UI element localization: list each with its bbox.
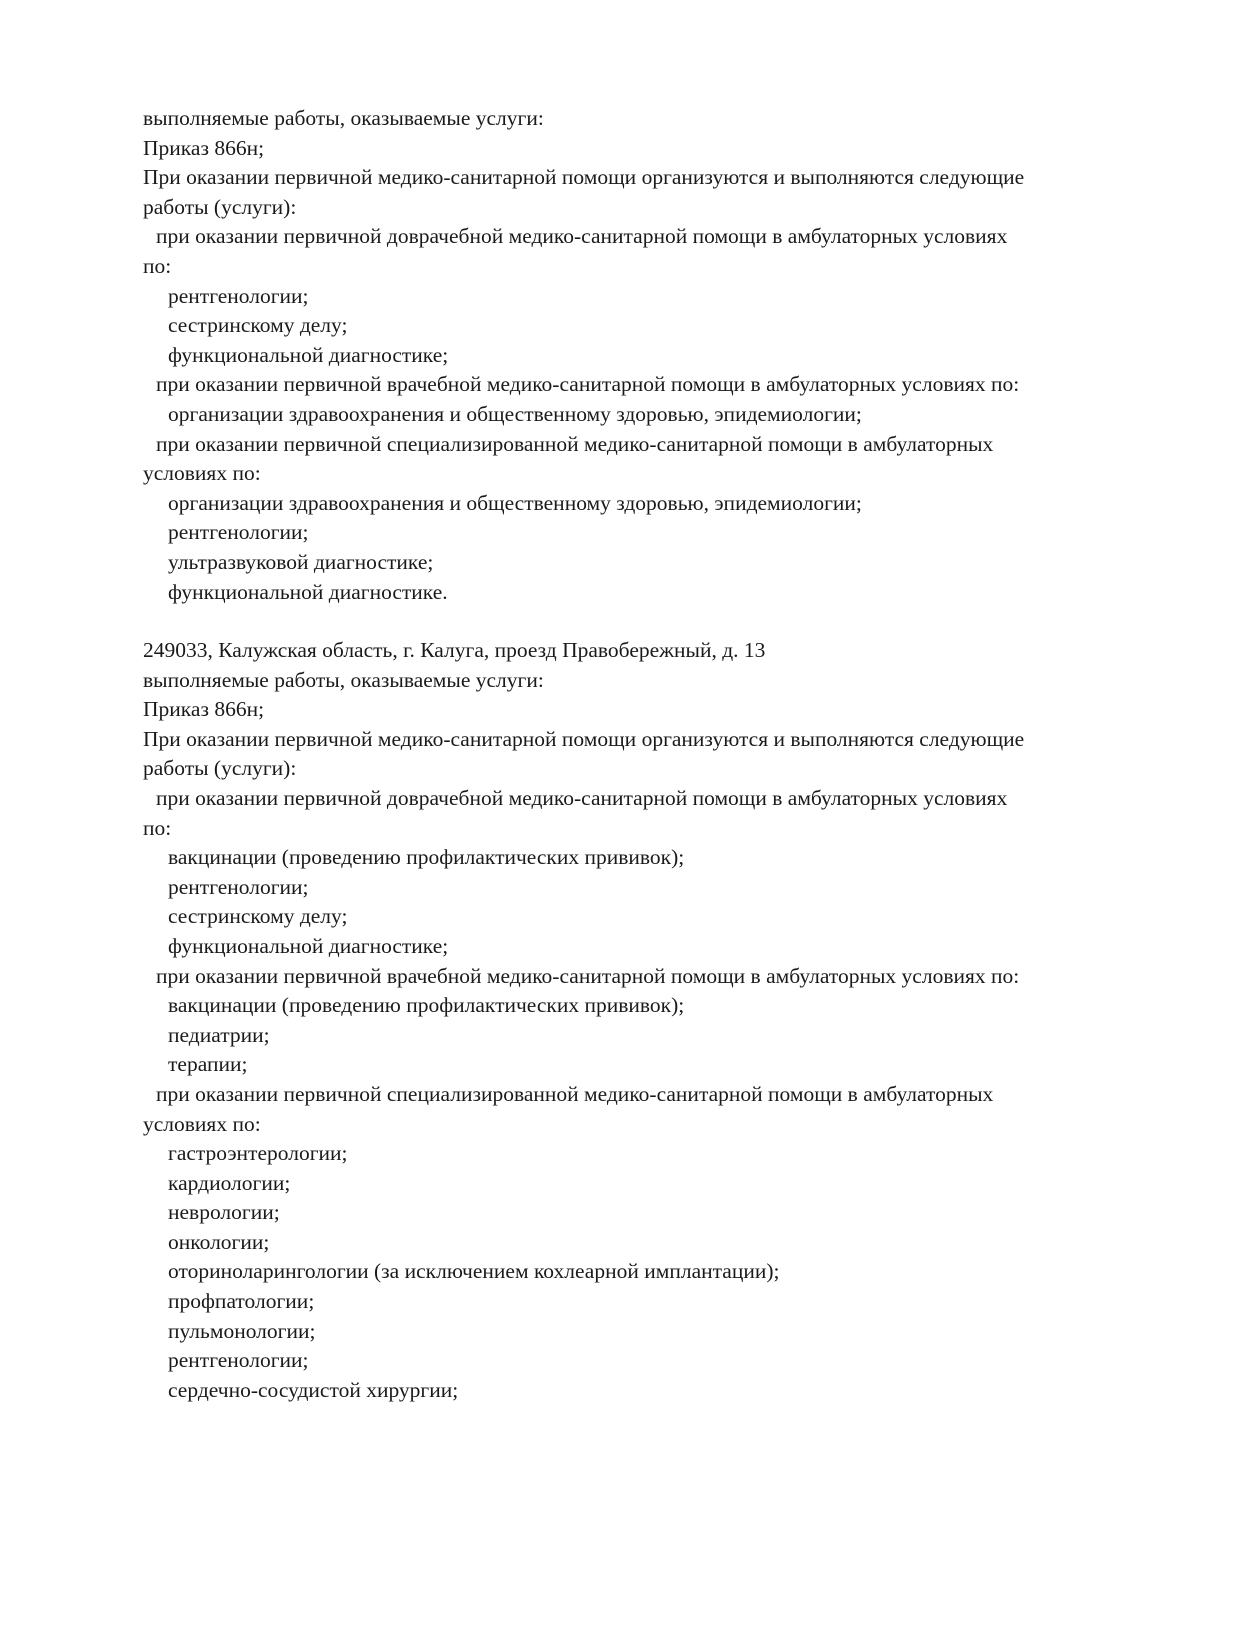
text-line: при оказании первичной доврачебной медико-санитарной помощи в амбулаторных условиях [156,224,1008,249]
text-line: при оказании первичной доврачебной медико-санитарной помощи в амбулаторных условиях [156,785,1008,810]
list-item: онкологии; [168,1229,270,1254]
text-line: работы (услуги): [143,756,297,781]
text-line: условиях по: [143,1111,261,1136]
section-1 [143,104,1143,607]
list-item: профпатологии; [168,1289,315,1314]
list-item: рентгенологии; [168,283,309,308]
list-item: терапии; [168,1052,248,1077]
list-item: неврологии; [168,1200,280,1225]
list-item: педиатрии; [168,1022,270,1047]
list-item: функциональной диагностике; [168,933,449,958]
text-line: Приказ 866н; [143,135,265,160]
text-line: при оказании первичной специализированной медико-санитарной помощи в амбулаторных [156,431,994,456]
list-item: рентгенологии; [168,520,309,545]
list-item: рентгенологии; [168,874,309,899]
text-line: выполняемые работы, оказываемые услуги: [143,667,544,692]
text-line: При оказании первичной медико-санитарной помощи организуются и выполняются следующие [143,165,1025,190]
text-line: при оказании первичной специализированной медико-санитарной помощи в амбулаторных [156,1081,994,1106]
list-item: организации здравоохранения и общественному здоровью, эпидемиологии; [168,401,862,426]
text-line: по: [143,253,172,278]
list-item: пульмонологии; [168,1318,316,1343]
list-item: ультразвуковой диагностике; [168,549,434,574]
text-line: при оказании первичной врачебной медико-санитарной помощи в амбулаторных условиях по: [156,372,1020,397]
list-item: оториноларингологии (за исключением кохлеарной имплантации); [168,1259,780,1284]
text-line: Приказ 866н; [143,697,265,722]
text-line: работы (услуги): [143,194,297,219]
section-2 [143,636,1143,1405]
text-line: по: [143,815,172,840]
list-item: сестринскому делу; [168,904,348,929]
list-item: сестринскому делу; [168,313,348,338]
text-line: При оказании первичной медико-санитарной помощи организуются и выполняются следующие [143,726,1025,751]
list-item: вакцинации (проведению профилактических прививок); [168,845,685,870]
text-line: выполняемые работы, оказываемые услуги: [143,106,544,130]
list-item: кардиологии; [168,1170,291,1195]
list-item: рентгенологии; [168,1348,309,1373]
list-item: вакцинации (проведению профилактических прививок); [168,993,685,1018]
list-item: гастроэнтерологии; [168,1141,348,1166]
list-item: функциональной диагностике. [168,579,448,604]
list-item: сердечно-сосудистой хирургии; [168,1377,459,1402]
text-line: при оказании первичной врачебной медико-санитарной помощи в амбулаторных условиях по: [156,963,1020,988]
list-item: организации здравоохранения и общественному здоровью, эпидемиологии; [168,490,862,515]
address-line: 249033, Калужская область, г. Калуга, проезд Правобережный, д. 13 [143,638,766,662]
list-item: функциональной диагностике; [168,342,449,367]
text-line: условиях по: [143,461,261,486]
